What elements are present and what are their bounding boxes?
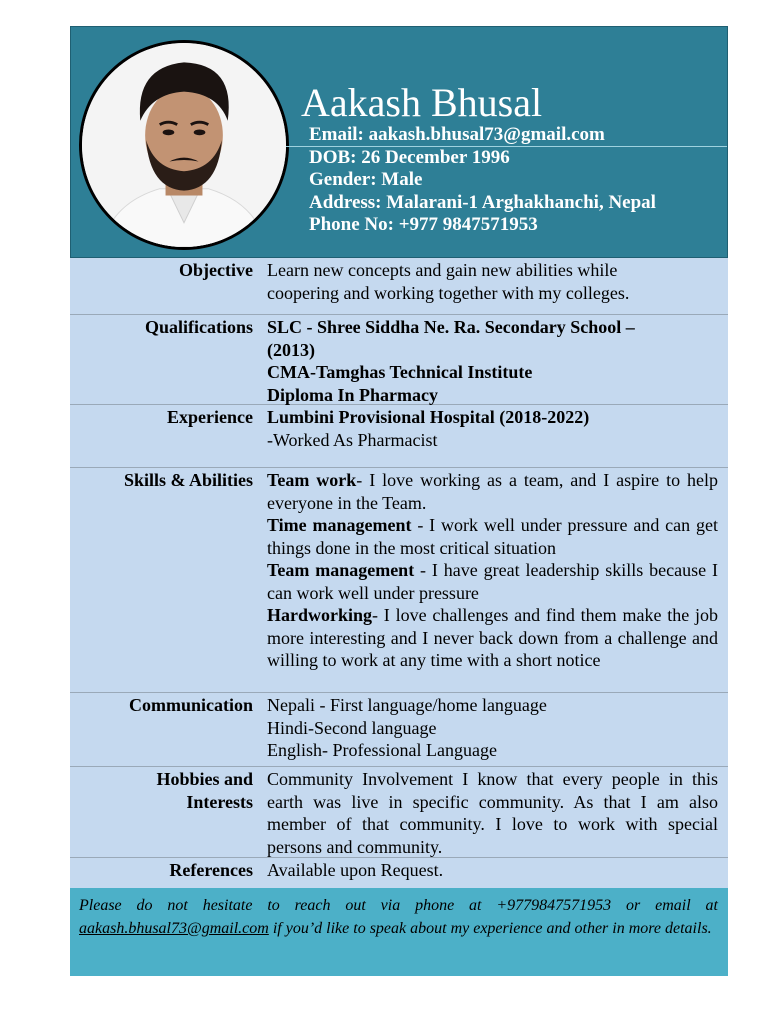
references-content: Available upon Request. — [267, 860, 444, 880]
experience-row — [70, 405, 728, 468]
skill-text: - I have great leadership skills because I can work well under pressure — [267, 560, 718, 603]
skill-title: Team work — [267, 470, 357, 490]
skill-title: Time management — [267, 515, 412, 535]
objective-line: coopering and working together with my colleges. — [267, 282, 630, 303]
dob-line: DOB: 26 December 1996 — [309, 146, 510, 168]
footer-email-link[interactable]: aakash.bhusal73@gmail.com — [79, 920, 269, 937]
references-row — [70, 858, 728, 888]
hobbies-row — [70, 767, 728, 858]
footer-text: if you’d like to speak about my experience and other in more details. — [268, 920, 712, 937]
skills-content — [267, 468, 718, 692]
skill-text: - I work well under pressure and can get things done in the most critical situation — [267, 515, 718, 558]
communication-content — [267, 693, 718, 766]
language-line: English- Professional Language — [267, 740, 497, 760]
address-line: Address: Malarani-1 Arghakhanchi, Nepal — [309, 191, 656, 213]
qualifications-row — [70, 315, 728, 405]
objective-label: Objective — [179, 260, 253, 280]
resume-sections — [70, 258, 728, 888]
resume-page — [70, 26, 728, 976]
skill-item — [267, 604, 718, 672]
email-line[interactable]: Email: aakash.bhusal73@gmail.com — [309, 124, 605, 145]
hobbies-label-line: Interests — [186, 791, 253, 812]
qualification-line: CMA-Tamghas Technical Institute — [267, 362, 533, 382]
phone-line: Phone No: +977 9847571953 — [309, 214, 538, 235]
experience-content — [267, 405, 718, 467]
profile-photo — [79, 40, 289, 250]
profile-portrait-image — [82, 43, 286, 247]
skill-title: Hardworking — [267, 605, 373, 625]
skill-item — [267, 559, 718, 604]
skill-text: - I love working as a team, and I aspire to help everyone in the Team. — [267, 470, 718, 513]
communication-label: Communication — [128, 695, 253, 715]
language-line: Hindi-Second language — [267, 717, 437, 738]
objective-row — [70, 258, 728, 315]
references-label: References — [169, 860, 253, 880]
qualification-line: (2013) — [267, 339, 315, 360]
hobbies-label — [70, 767, 267, 857]
skill-item — [267, 469, 718, 514]
qualifications-content — [267, 315, 718, 404]
candidate-name: Aakash Bhusal — [301, 80, 543, 125]
skills-row — [70, 468, 728, 693]
skill-item — [267, 514, 718, 559]
objective-content — [267, 258, 718, 314]
skill-title: Team management — [267, 560, 415, 580]
footer-text: Please do not hesitate to reach out via phone at +9779847571953 or email at — [79, 897, 718, 914]
qualifications-label: Qualifications — [144, 317, 253, 337]
objective-line: Learn new concepts and gain new abilities while — [267, 260, 618, 280]
language-line: Nepali - First language/home language — [267, 695, 547, 715]
contact-details — [309, 124, 656, 237]
skill-text: - I love challenges and find them make the job more interesting and I never back down from a challenge and willing to work at any time with a short notice — [267, 605, 718, 670]
experience-detail: -Worked As Pharmacist — [267, 429, 438, 450]
qualification-line: Diploma In Pharmacy — [267, 384, 438, 405]
experience-title: Lumbini Provisional Hospital (2018-2022) — [267, 407, 590, 427]
gender-line: Gender: Male — [309, 169, 423, 190]
communication-row — [70, 693, 728, 767]
contact-footer — [70, 888, 728, 976]
skills-label: Skills & Abilities — [123, 470, 253, 490]
hobbies-label-line: Hobbies and — [156, 769, 253, 789]
resume-header — [70, 26, 728, 258]
hobbies-content: Community Involvement I know that every people in this earth was live in specific community. As that I am also member of that community. I love to work with special persons and community. — [267, 769, 718, 857]
experience-label: Experience — [167, 407, 253, 427]
qualification-line: SLC - Shree Siddha Ne. Ra. Secondary School – — [267, 317, 635, 337]
